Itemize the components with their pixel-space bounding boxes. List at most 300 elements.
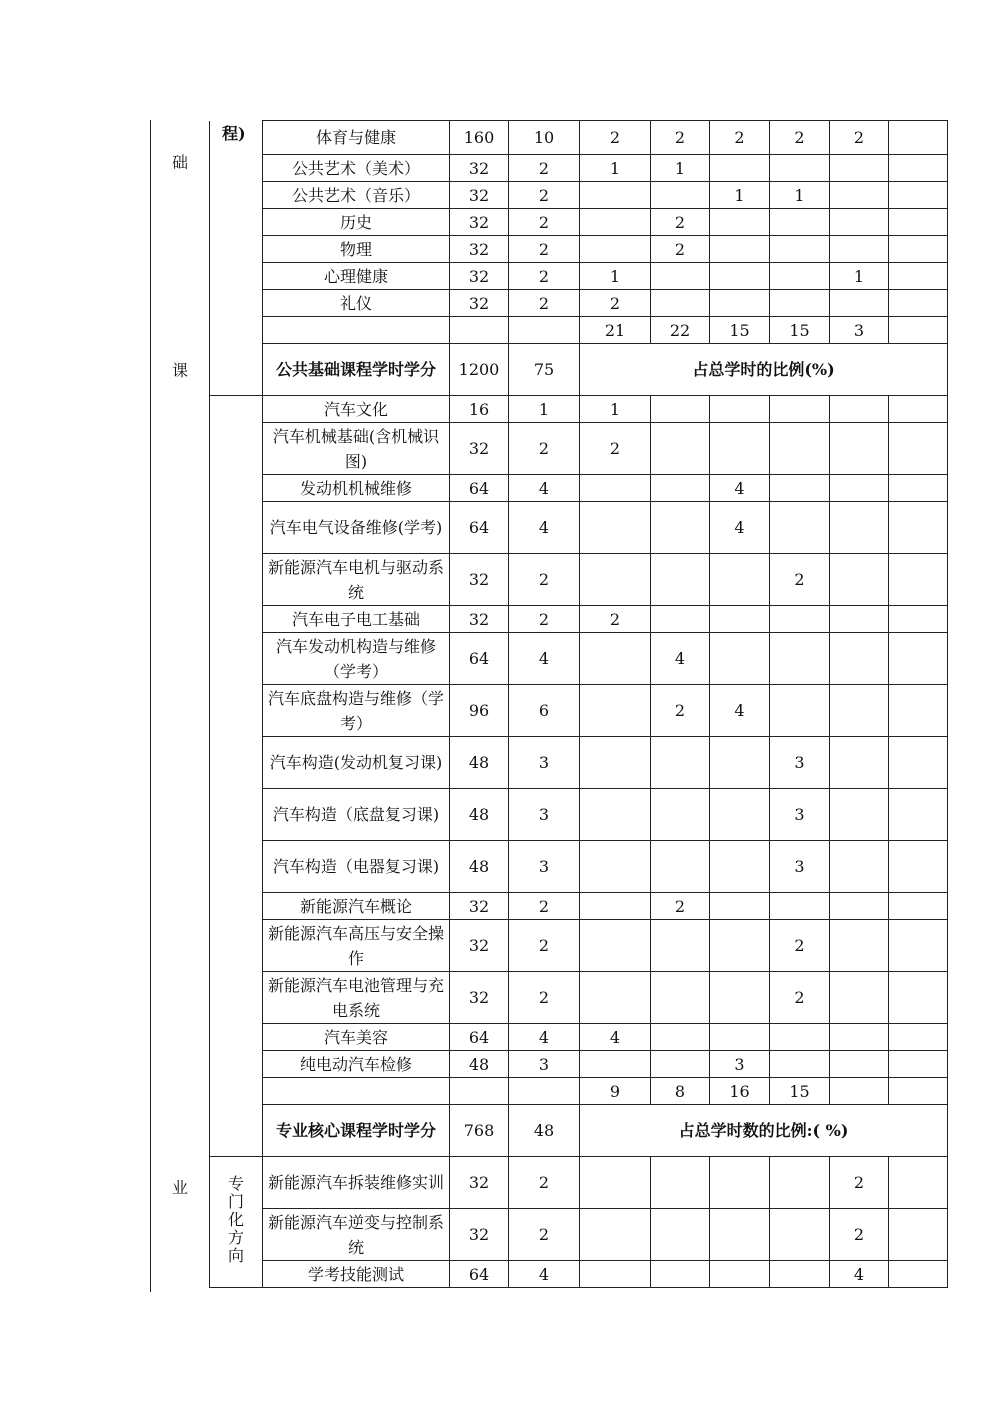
course-credits: 3 xyxy=(509,789,580,841)
course-name: 公共艺术（音乐） xyxy=(291,185,420,205)
course-name: 新能源汽车电池管理与充电系统 xyxy=(267,975,444,1020)
course-name-cell xyxy=(263,920,450,972)
semester-s3-value xyxy=(710,396,770,423)
semester-s6-value xyxy=(889,633,948,685)
table-row xyxy=(210,841,948,893)
semester-s2-value xyxy=(651,290,710,317)
course-credits: 2 xyxy=(509,1157,580,1209)
course-name: 新能源汽车拆装维修实训 xyxy=(267,1173,444,1192)
course-credits: 2 xyxy=(509,893,580,920)
semester-s1-value: 2 xyxy=(580,290,651,317)
course-hours: 96 xyxy=(450,685,509,737)
course-name: 汽车机械基础(含机械识图) xyxy=(272,426,440,471)
semester-s5-value xyxy=(830,685,889,737)
table-row xyxy=(210,920,948,972)
semester-s3-value: 4 xyxy=(710,502,770,554)
table-row xyxy=(210,633,948,685)
semester-s5-value xyxy=(830,396,889,423)
summary-credits: 75 xyxy=(509,344,580,396)
course-credits: 3 xyxy=(509,841,580,893)
semester-s5-value xyxy=(830,475,889,502)
subtotal-hours-cell xyxy=(450,317,509,344)
course-name: 汽车美容 xyxy=(323,1027,388,1047)
subtotal-hours-cell xyxy=(450,1078,509,1105)
table-row xyxy=(210,502,948,554)
semester-s4-value xyxy=(770,1157,830,1209)
course-name: 新能源汽车高压与安全操作 xyxy=(267,923,444,968)
subtotal-name-cell xyxy=(263,1078,450,1105)
table-row xyxy=(210,685,948,737)
table-row xyxy=(210,209,948,236)
semester-s2-value: 2 xyxy=(651,685,710,737)
table-row xyxy=(210,1157,948,1209)
course-name: 汽车构造(发动机复习课) xyxy=(269,753,443,772)
summary-hours: 768 xyxy=(450,1105,509,1157)
summary-hours: 1200 xyxy=(450,344,509,396)
group-public-cell-text: 程) xyxy=(222,123,246,143)
semester-s3-value xyxy=(710,893,770,920)
table-row xyxy=(210,155,948,182)
semester-s2-value xyxy=(651,1157,710,1209)
course-name: 汽车文化 xyxy=(323,399,388,419)
course-name-cell xyxy=(263,1157,450,1209)
semester-s6-value xyxy=(889,502,948,554)
semester-s3-value xyxy=(710,633,770,685)
semester-s3-value xyxy=(710,920,770,972)
semester-s1-value xyxy=(580,893,651,920)
semester-s2-value xyxy=(651,737,710,789)
semester-s3-value xyxy=(710,423,770,475)
table-row xyxy=(210,290,948,317)
side-label-2: 课 xyxy=(171,361,188,380)
semester-s6-value xyxy=(889,263,948,290)
semester-s6-value xyxy=(889,1024,948,1051)
semester-s1-value: 1 xyxy=(580,155,651,182)
subtotal-row xyxy=(210,317,948,344)
semester-s3-value xyxy=(710,236,770,263)
course-name: 汽车构造（底盘复习课) xyxy=(272,805,440,824)
semester-s4-value xyxy=(770,475,830,502)
course-name: 汽车电子电工基础 xyxy=(291,609,420,629)
semester-s4-value: 3 xyxy=(770,737,830,789)
course-name: 体育与健康 xyxy=(315,128,396,147)
semester-s2-value xyxy=(651,1024,710,1051)
semester-s1-value xyxy=(580,236,651,263)
table-row xyxy=(210,182,948,209)
course-hours: 32 xyxy=(450,423,509,475)
semester-s5-value xyxy=(830,1024,889,1051)
semester-s4-value xyxy=(770,423,830,475)
course-hours: 48 xyxy=(450,1051,509,1078)
semester-s6-value xyxy=(889,182,948,209)
side-label-1: 础 xyxy=(171,153,188,172)
course-hours: 160 xyxy=(450,121,509,155)
semester-s3-value xyxy=(710,1261,770,1288)
semester-s1-value: 2 xyxy=(580,606,651,633)
course-hours: 64 xyxy=(450,1261,509,1288)
course-name: 礼仪 xyxy=(339,293,372,313)
semester-s2-value xyxy=(651,841,710,893)
course-name-cell xyxy=(263,789,450,841)
semester-s1-value xyxy=(580,789,651,841)
course-credits: 3 xyxy=(509,1051,580,1078)
semester-s4-value: 3 xyxy=(770,841,830,893)
summary-row xyxy=(210,344,948,396)
course-credits: 2 xyxy=(509,920,580,972)
semester-s5-value xyxy=(830,502,889,554)
course-name-cell xyxy=(263,155,450,182)
course-hours: 64 xyxy=(450,502,509,554)
semester-s5-value xyxy=(830,606,889,633)
course-hours: 32 xyxy=(450,1209,509,1261)
semester-s6-value xyxy=(889,920,948,972)
semester-s3-value: 4 xyxy=(710,685,770,737)
course-name: 纯电动汽车检修 xyxy=(299,1054,412,1074)
semester-s4-value xyxy=(770,633,830,685)
course-name-cell xyxy=(263,1024,450,1051)
summary-label: 专业核心课程学时学分 xyxy=(263,1105,450,1157)
course-name: 新能源汽车电机与驱动系统 xyxy=(267,557,444,602)
subtotal-s4: 15 xyxy=(770,317,830,344)
semester-s1-value: 1 xyxy=(580,263,651,290)
semester-s3-value xyxy=(710,554,770,606)
semester-s1-value xyxy=(580,1261,651,1288)
page-left-border xyxy=(150,120,151,1292)
table-row xyxy=(210,236,948,263)
course-name: 历史 xyxy=(339,212,372,232)
semester-s5-value: 2 xyxy=(830,1209,889,1261)
course-hours: 32 xyxy=(450,290,509,317)
subtotal-s2: 8 xyxy=(651,1078,710,1105)
course-credits: 2 xyxy=(509,263,580,290)
summary-label: 公共基础课程学时学分 xyxy=(263,344,450,396)
table-row xyxy=(210,475,948,502)
semester-s5-value xyxy=(830,290,889,317)
semester-s1-value xyxy=(580,502,651,554)
semester-s2-value xyxy=(651,1051,710,1078)
semester-s2-value: 1 xyxy=(651,155,710,182)
course-name-cell xyxy=(263,290,450,317)
group-public-cell xyxy=(210,121,263,396)
semester-s1-value xyxy=(580,209,651,236)
semester-s5-value xyxy=(830,789,889,841)
course-credits: 2 xyxy=(509,972,580,1024)
semester-s5-value: 2 xyxy=(830,121,889,155)
course-credits: 6 xyxy=(509,685,580,737)
semester-s4-value xyxy=(770,1209,830,1261)
summary-credits: 48 xyxy=(509,1105,580,1157)
semester-s3-value xyxy=(710,737,770,789)
course-name-cell xyxy=(263,423,450,475)
semester-s4-value: 2 xyxy=(770,920,830,972)
semester-s4-value xyxy=(770,209,830,236)
semester-s2-value xyxy=(651,554,710,606)
semester-s4-value: 2 xyxy=(770,972,830,1024)
course-name-cell xyxy=(263,475,450,502)
course-hours: 64 xyxy=(450,633,509,685)
course-credits: 2 xyxy=(509,606,580,633)
semester-s4-value xyxy=(770,290,830,317)
semester-s6-value xyxy=(889,423,948,475)
semester-s4-value xyxy=(770,1024,830,1051)
course-hours: 48 xyxy=(450,737,509,789)
course-credits: 2 xyxy=(509,182,580,209)
semester-s5-value xyxy=(830,1051,889,1078)
semester-s6-value xyxy=(889,290,948,317)
semester-s3-value: 1 xyxy=(710,182,770,209)
summary-ratio: 占总学时数的比例:( %) xyxy=(580,1105,948,1157)
semester-s3-value xyxy=(710,1157,770,1209)
course-name-cell xyxy=(263,396,450,423)
semester-s6-value xyxy=(889,396,948,423)
semester-s5-value xyxy=(830,841,889,893)
subtotal-s4: 15 xyxy=(770,1078,830,1105)
semester-s5-value xyxy=(830,893,889,920)
summary-ratio: 占总学时的比例(%) xyxy=(580,344,948,396)
subtotal-credits-cell xyxy=(509,1078,580,1105)
semester-s6-value xyxy=(889,893,948,920)
semester-s1-value xyxy=(580,841,651,893)
semester-s1-value xyxy=(580,1157,651,1209)
semester-s4-value xyxy=(770,155,830,182)
semester-s6-value xyxy=(889,1051,948,1078)
semester-s6-value xyxy=(889,606,948,633)
course-name-cell xyxy=(263,685,450,737)
course-hours: 32 xyxy=(450,263,509,290)
semester-s2-value xyxy=(651,423,710,475)
semester-s2-value: 2 xyxy=(651,209,710,236)
semester-s6-value xyxy=(889,155,948,182)
table-row xyxy=(210,893,948,920)
course-hours: 32 xyxy=(450,554,509,606)
table-row xyxy=(210,121,948,155)
course-hours: 32 xyxy=(450,155,509,182)
course-name-cell xyxy=(263,1261,450,1288)
semester-s1-value xyxy=(580,182,651,209)
course-name: 汽车发动机构造与维修（学考） xyxy=(275,636,436,681)
semester-s4-value xyxy=(770,893,830,920)
subtotal-s5 xyxy=(830,1078,889,1105)
semester-s2-value: 2 xyxy=(651,121,710,155)
semester-s3-value xyxy=(710,290,770,317)
semester-s1-value: 1 xyxy=(580,396,651,423)
semester-s4-value xyxy=(770,1261,830,1288)
semester-s2-value: 2 xyxy=(651,236,710,263)
semester-s6-value xyxy=(889,737,948,789)
course-name: 汽车电气设备维修(学考) xyxy=(269,518,443,537)
table-row xyxy=(210,789,948,841)
subtotal-s1: 21 xyxy=(580,317,651,344)
semester-s6-value xyxy=(889,554,948,606)
semester-s2-value: 2 xyxy=(651,893,710,920)
course-name: 汽车底盘构造与维修（学考） xyxy=(267,688,444,733)
course-credits: 1 xyxy=(509,396,580,423)
course-name-cell xyxy=(263,737,450,789)
summary-row xyxy=(210,1105,948,1157)
course-hours: 64 xyxy=(450,1024,509,1051)
semester-s3-value xyxy=(710,1209,770,1261)
semester-s2-value: 4 xyxy=(651,633,710,685)
group-special-text: 专门化方向 xyxy=(227,1174,244,1265)
course-credits: 2 xyxy=(509,209,580,236)
table-row xyxy=(210,396,948,423)
semester-s2-value xyxy=(651,606,710,633)
course-name-cell xyxy=(263,893,450,920)
semester-s6-value xyxy=(889,685,948,737)
course-name-cell xyxy=(263,263,450,290)
semester-s4-value xyxy=(770,263,830,290)
table-row xyxy=(210,1261,948,1288)
semester-s2-value xyxy=(651,920,710,972)
course-credits: 4 xyxy=(509,1024,580,1051)
course-credits: 4 xyxy=(509,502,580,554)
course-hours: 32 xyxy=(450,972,509,1024)
semester-s3-value xyxy=(710,155,770,182)
semester-s1-value: 2 xyxy=(580,423,651,475)
semester-s2-value xyxy=(651,972,710,1024)
subtotal-s3: 16 xyxy=(710,1078,770,1105)
semester-s5-value xyxy=(830,236,889,263)
semester-s1-value xyxy=(580,1209,651,1261)
semester-s3-value xyxy=(710,209,770,236)
semester-s3-value xyxy=(710,606,770,633)
subtotal-credits-cell xyxy=(509,317,580,344)
semester-s1-value xyxy=(580,475,651,502)
course-hours: 16 xyxy=(450,396,509,423)
semester-s3-value xyxy=(710,789,770,841)
semester-s4-value: 2 xyxy=(770,554,830,606)
course-credits: 2 xyxy=(509,290,580,317)
table-row xyxy=(210,1051,948,1078)
semester-s2-value xyxy=(651,502,710,554)
course-credits: 2 xyxy=(509,554,580,606)
course-hours: 64 xyxy=(450,475,509,502)
semester-s3-value: 2 xyxy=(710,121,770,155)
semester-s5-value xyxy=(830,920,889,972)
course-name: 新能源汽车逆变与控制系统 xyxy=(267,1212,444,1257)
course-credits: 2 xyxy=(509,423,580,475)
semester-s1-value: 2 xyxy=(580,121,651,155)
semester-s4-value xyxy=(770,1051,830,1078)
course-credits: 2 xyxy=(509,236,580,263)
semester-s1-value xyxy=(580,737,651,789)
course-hours: 32 xyxy=(450,236,509,263)
course-credits: 2 xyxy=(509,155,580,182)
semester-s4-value xyxy=(770,502,830,554)
semester-s3-value xyxy=(710,1024,770,1051)
course-name: 物理 xyxy=(339,239,372,259)
semester-s6-value xyxy=(889,209,948,236)
semester-s3-value xyxy=(710,841,770,893)
semester-s1-value xyxy=(580,554,651,606)
subtotal-s3: 15 xyxy=(710,317,770,344)
semester-s6-value xyxy=(889,841,948,893)
course-credits: 4 xyxy=(509,475,580,502)
subtotal-row xyxy=(210,1078,948,1105)
semester-s1-value xyxy=(580,685,651,737)
semester-s3-value: 3 xyxy=(710,1051,770,1078)
course-name: 心理健康 xyxy=(323,266,388,286)
semester-s5-value xyxy=(830,209,889,236)
course-credits: 10 xyxy=(509,121,580,155)
semester-s4-value xyxy=(770,236,830,263)
semester-s5-value xyxy=(830,554,889,606)
course-name: 汽车构造（电器复习课) xyxy=(272,857,440,876)
course-credits: 4 xyxy=(509,633,580,685)
course-hours: 32 xyxy=(450,606,509,633)
semester-s4-value: 1 xyxy=(770,182,830,209)
semester-s4-value: 2 xyxy=(770,121,830,155)
semester-s4-value xyxy=(770,396,830,423)
semester-s3-value: 4 xyxy=(710,475,770,502)
course-hours: 48 xyxy=(450,841,509,893)
semester-s5-value xyxy=(830,737,889,789)
course-name-cell xyxy=(263,606,450,633)
course-name-cell xyxy=(263,972,450,1024)
course-name: 新能源汽车概论 xyxy=(299,896,412,916)
course-credits: 4 xyxy=(509,1261,580,1288)
table-row xyxy=(210,737,948,789)
semester-s6-value xyxy=(889,1157,948,1209)
semester-s5-value xyxy=(830,423,889,475)
semester-s3-value xyxy=(710,972,770,1024)
semester-s2-value xyxy=(651,1209,710,1261)
course-hours: 32 xyxy=(450,893,509,920)
semester-s2-value xyxy=(651,1261,710,1288)
course-name: 学考技能测试 xyxy=(307,1264,404,1284)
semester-s1-value xyxy=(580,1051,651,1078)
subtotal-name-cell xyxy=(263,317,450,344)
course-hours: 32 xyxy=(450,209,509,236)
semester-s5-value xyxy=(830,182,889,209)
table-row xyxy=(210,1024,948,1051)
semester-s6-value xyxy=(889,972,948,1024)
group-core-cell xyxy=(210,396,263,1157)
table-row xyxy=(210,606,948,633)
course-credits: 3 xyxy=(509,737,580,789)
semester-s1-value: 4 xyxy=(580,1024,651,1051)
group-special-cell xyxy=(210,1157,263,1288)
course-name-cell xyxy=(263,1209,450,1261)
semester-s4-value xyxy=(770,685,830,737)
course-name-cell xyxy=(263,236,450,263)
course-name-cell xyxy=(263,209,450,236)
semester-s2-value xyxy=(651,182,710,209)
semester-s4-value xyxy=(770,606,830,633)
semester-s1-value xyxy=(580,920,651,972)
semester-s6-value xyxy=(889,789,948,841)
semester-s5-value: 1 xyxy=(830,263,889,290)
side-label-3: 业 xyxy=(171,1178,188,1197)
course-name-cell xyxy=(263,554,450,606)
table-row xyxy=(210,554,948,606)
semester-s6-value xyxy=(889,1261,948,1288)
course-hours: 32 xyxy=(450,182,509,209)
course-name-cell xyxy=(263,841,450,893)
semester-s6-value xyxy=(889,475,948,502)
course-credits: 2 xyxy=(509,1209,580,1261)
course-name-cell xyxy=(263,502,450,554)
semester-s3-value xyxy=(710,263,770,290)
semester-s6-value xyxy=(889,121,948,155)
semester-s1-value xyxy=(580,972,651,1024)
subtotal-s2: 22 xyxy=(651,317,710,344)
table-row xyxy=(210,263,948,290)
course-name-cell xyxy=(263,182,450,209)
semester-s2-value xyxy=(651,396,710,423)
semester-s2-value xyxy=(651,263,710,290)
table-row xyxy=(210,1209,948,1261)
